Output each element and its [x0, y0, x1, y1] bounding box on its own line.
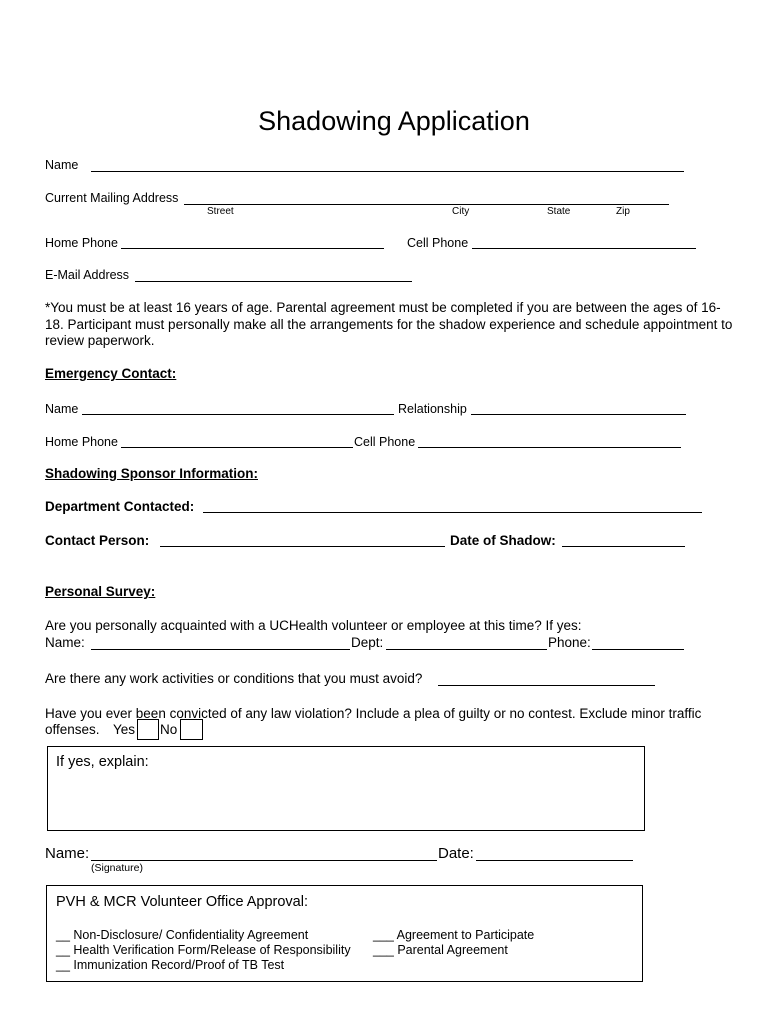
mailing-address-field[interactable] [184, 204, 669, 205]
acquainted-dept-field[interactable] [386, 649, 547, 650]
acquainted-phone-label: Phone: [548, 635, 591, 650]
emergency-cell-phone-field[interactable] [418, 447, 681, 448]
approval-item-participate: ___ Agreement to Participate [373, 928, 535, 942]
yes-checkbox[interactable] [137, 719, 159, 740]
contact-person-field[interactable] [160, 546, 445, 547]
signature-field[interactable] [91, 860, 437, 861]
age-notice: *You must be at least 16 years of age. Parental agreement must be completed if you are between the ages of 16-18. Participant must personally make all the arrangements for the shadow experience and schedule appointment to review paperwork. [45, 300, 733, 348]
email-label: E-Mail Address [45, 268, 130, 282]
acquainted-name-label: Name: [45, 635, 85, 650]
emergency-cell-phone-label: Cell Phone [354, 435, 416, 449]
approval-item-nda: __ Non-Disclosure/ Confidentiality Agreement [56, 928, 309, 942]
approval-heading: PVH & MCR Volunteer Office Approval: [56, 894, 308, 910]
approval-box [46, 885, 643, 982]
no-label: No [160, 722, 178, 737]
acquainted-dept-label: Dept: [351, 635, 384, 650]
signature-date-label: Date: [438, 845, 474, 862]
convicted-question-cont: offenses. [45, 722, 100, 737]
yes-label: Yes [113, 722, 136, 737]
explain-box[interactable] [47, 746, 645, 831]
relationship-field[interactable] [471, 414, 686, 415]
approval-item-health: __ Health Verification Form/Release of Responsibility [56, 943, 351, 957]
signature-name-label: Name: [45, 845, 90, 862]
acquainted-question: Are you personally acquainted with a UCHealth volunteer or employee at this time? If yes: [45, 618, 582, 633]
date-of-shadow-field[interactable] [562, 546, 685, 547]
emergency-home-phone-field[interactable] [121, 447, 353, 448]
explain-label: If yes, explain: [56, 754, 149, 770]
no-checkbox[interactable] [180, 719, 203, 740]
emergency-contact-heading: Emergency Contact: [45, 366, 177, 381]
name-field[interactable] [91, 171, 684, 172]
approval-item-parental: ___ Parental Agreement [373, 943, 508, 957]
acquainted-phone-field[interactable] [592, 649, 684, 650]
emergency-home-phone-label: Home Phone [45, 435, 118, 449]
page-title: Shadowing Application [258, 106, 530, 136]
mailing-address-label: Current Mailing Address [45, 191, 179, 205]
street-caption: Street [207, 206, 234, 217]
relationship-label: Relationship [398, 402, 467, 416]
date-of-shadow-label: Date of Shadow: [450, 533, 556, 548]
avoid-question: Are there any work activities or conditions that you must avoid? [45, 671, 423, 686]
emergency-name-field[interactable] [82, 414, 394, 415]
cell-phone-label: Cell Phone [407, 236, 469, 250]
convicted-question: Have you ever been convicted of any law violation? Include a plea of guilty or no contest. Exclude minor traffic [45, 706, 702, 721]
sponsor-heading: Shadowing Sponsor Information: [45, 466, 258, 481]
home-phone-field[interactable] [121, 248, 384, 249]
state-caption: State [547, 206, 571, 217]
emergency-name-label: Name [45, 402, 79, 416]
signature-caption: (Signature) [91, 862, 143, 874]
email-field[interactable] [135, 281, 412, 282]
city-caption: City [452, 206, 470, 217]
department-label: Department Contacted: [45, 499, 195, 514]
home-phone-label: Home Phone [45, 236, 118, 250]
zip-caption: Zip [616, 206, 630, 217]
signature-date-field[interactable] [476, 860, 633, 861]
approval-item-immunization: __ Immunization Record/Proof of TB Test [56, 958, 285, 972]
department-field[interactable] [203, 512, 702, 513]
personal-survey-heading: Personal Survey: [45, 584, 156, 599]
cell-phone-field[interactable] [472, 248, 696, 249]
contact-person-label: Contact Person: [45, 533, 150, 548]
acquainted-name-field[interactable] [91, 649, 350, 650]
avoid-field[interactable] [438, 685, 655, 686]
name-label: Name [45, 158, 79, 172]
